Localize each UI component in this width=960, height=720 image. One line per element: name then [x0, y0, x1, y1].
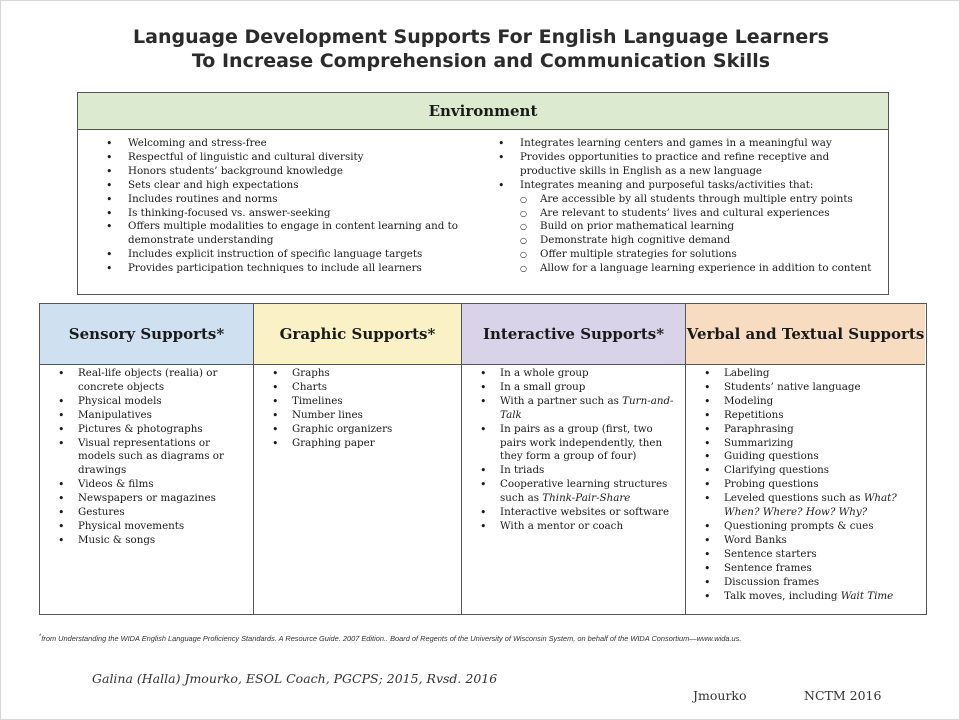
- sensory-item: • Pictures & photographs: [58, 423, 247, 437]
- interactive-item-text: Cooperative learning structures such as: [500, 478, 668, 505]
- graphic-item: • Graphs: [272, 367, 455, 381]
- footnote-text: from Understanding the WIDA English Language Proficiency Standards. A Resource Guide. 2007 Edition.. Board of Regents of the University of Wisconsin System, on behalf of the WIDA Consortium—www.wida.us.: [41, 634, 742, 643]
- verbal-item: • Clarifying questions: [704, 464, 919, 478]
- env-subitem: ○ Are accessible by all students through multiple entry points: [520, 193, 886, 207]
- env-item: • Includes explicit instruction of specific language targets: [106, 248, 466, 262]
- interactive-item: • In a small group: [480, 381, 679, 395]
- verbal-item: • Guiding questions: [704, 450, 919, 464]
- think-pair-share-term: Think-Pair-Share: [542, 492, 631, 505]
- sensory-item: • Music & songs: [58, 534, 247, 548]
- env-item: • Respectful of linguistic and cultural diversity: [106, 151, 466, 165]
- graphic-item: • Graphing paper: [272, 437, 455, 451]
- verbal-item: • Students’ native language: [704, 381, 919, 395]
- env-subitem: ○ Are relevant to students’ lives and cultural experiences: [520, 207, 886, 221]
- graphic-supports-heading: Graphic Supports*: [254, 304, 461, 365]
- environment-heading: Environment: [78, 93, 888, 130]
- verbal-item: • Questioning prompts & cues: [704, 520, 919, 534]
- env-item: • Integrates learning centers and games in a meaningful way: [498, 137, 886, 151]
- sensory-item: • Newspapers or magazines: [58, 492, 247, 506]
- env-item-label: Integrates meaning and purposeful tasks/activities that:: [520, 178, 814, 191]
- interactive-supports-column: [462, 304, 686, 614]
- verbal-textual-supports-column: [686, 304, 925, 614]
- interactive-item: • In pairs as a group (first, two pairs work independently, then they form a group of four): [480, 423, 679, 465]
- verbal-item: • Discussion frames: [704, 576, 919, 590]
- verbal-textual-supports-heading: Verbal and Textual Supports: [686, 304, 925, 365]
- sensory-item: • Physical movements: [58, 520, 247, 534]
- env-item: • Provides opportunities to practice and refine receptive and productive skills in English as a new language: [498, 151, 886, 179]
- graphic-item: • Charts: [272, 381, 455, 395]
- env-item: • Honors students’ background knowledge: [106, 165, 466, 179]
- verbal-item: • Summarizing: [704, 437, 919, 451]
- env-subitem: ○ Build on prior mathematical learning: [520, 220, 886, 234]
- verbal-item-text: Leveled questions such as: [724, 492, 864, 505]
- env-item: • Offers multiple modalities to engage in content learning and to demonstrate understanding: [106, 220, 466, 248]
- environment-box: [77, 92, 889, 295]
- sensory-item: • Visual representations or models such as diagrams or drawings: [58, 437, 247, 479]
- interactive-item: • With a mentor or coach: [480, 520, 679, 534]
- sensory-supports-heading: Sensory Supports*: [40, 304, 253, 365]
- env-item: • Provides participation techniques to include all learners: [106, 262, 466, 276]
- env-subitem: ○ Offer multiple strategies for solutions: [520, 248, 886, 262]
- author-credit: Galina (Halla) Jmourko, ESOL Coach, PGCPS; 2015, Rvsd. 2016: [92, 671, 498, 686]
- environment-sublist: [498, 193, 886, 276]
- verbal-item: • Word Banks: [704, 534, 919, 548]
- graphic-item: • Graphic organizers: [272, 423, 455, 437]
- verbal-item: • Repetitions: [704, 409, 919, 423]
- sensory-item: • Gestures: [58, 506, 247, 520]
- sensory-item: • Real-life objects (realia) or concrete objects: [58, 367, 247, 395]
- env-subitem: ○ Allow for a language learning experience in addition to content: [520, 262, 886, 276]
- sensory-item: • Physical models: [58, 395, 247, 409]
- env-item: • Includes routines and norms: [106, 193, 466, 207]
- source-footnote: [39, 634, 939, 643]
- interactive-item-text: With a partner such as: [500, 394, 623, 407]
- leveled-questions-terms: What? When? Where? How? Why?: [724, 492, 897, 519]
- interactive-item: • In a whole group: [480, 367, 679, 381]
- interactive-item: • Interactive websites or software: [480, 506, 679, 520]
- env-item: • Sets clear and high expectations: [106, 179, 466, 193]
- verbal-item: • Sentence starters: [704, 548, 919, 562]
- verbal-item: [704, 492, 919, 520]
- supports-table: [39, 303, 927, 615]
- interactive-item: [480, 478, 679, 506]
- graphic-supports-column: [254, 304, 462, 614]
- turn-and-talk-term: Turn-and-Talk: [500, 394, 674, 421]
- interactive-supports-heading: Interactive Supports*: [462, 304, 685, 365]
- verbal-item: • Sentence frames: [704, 562, 919, 576]
- verbal-item: • Probing questions: [704, 478, 919, 492]
- interactive-item: [480, 395, 679, 423]
- environment-right-column: [498, 137, 886, 276]
- page-title: [1, 25, 960, 73]
- interactive-item: • In triads: [480, 464, 679, 478]
- verbal-item: • Labeling: [704, 367, 919, 381]
- wait-time-term: Wait Time: [840, 589, 894, 602]
- env-item: [498, 179, 886, 193]
- verbal-item-text: Talk moves, including: [724, 589, 841, 602]
- environment-left-column: [106, 137, 466, 276]
- footnote-marker: *: [39, 634, 42, 640]
- sensory-item: • Manipulatives: [58, 409, 247, 423]
- author-signature: Jmourko: [693, 688, 747, 703]
- verbal-item: [704, 590, 919, 604]
- title-line-1: Language Development Supports For English Language Learners: [133, 26, 829, 48]
- env-item: • Is thinking-focused vs. answer-seeking: [106, 207, 466, 221]
- env-item: • Welcoming and stress-free: [106, 137, 466, 151]
- sensory-supports-column: [40, 304, 254, 614]
- conference-label: NCTM 2016: [804, 688, 882, 703]
- verbal-item: • Modeling: [704, 395, 919, 409]
- env-subitem: ○ Demonstrate high cognitive demand: [520, 234, 886, 248]
- title-line-2: To Increase Comprehension and Communication Skills: [191, 50, 771, 72]
- verbal-item: • Paraphrasing: [704, 423, 919, 437]
- graphic-item: • Timelines: [272, 395, 455, 409]
- sensory-item: • Videos & films: [58, 478, 247, 492]
- graphic-item: • Number lines: [272, 409, 455, 423]
